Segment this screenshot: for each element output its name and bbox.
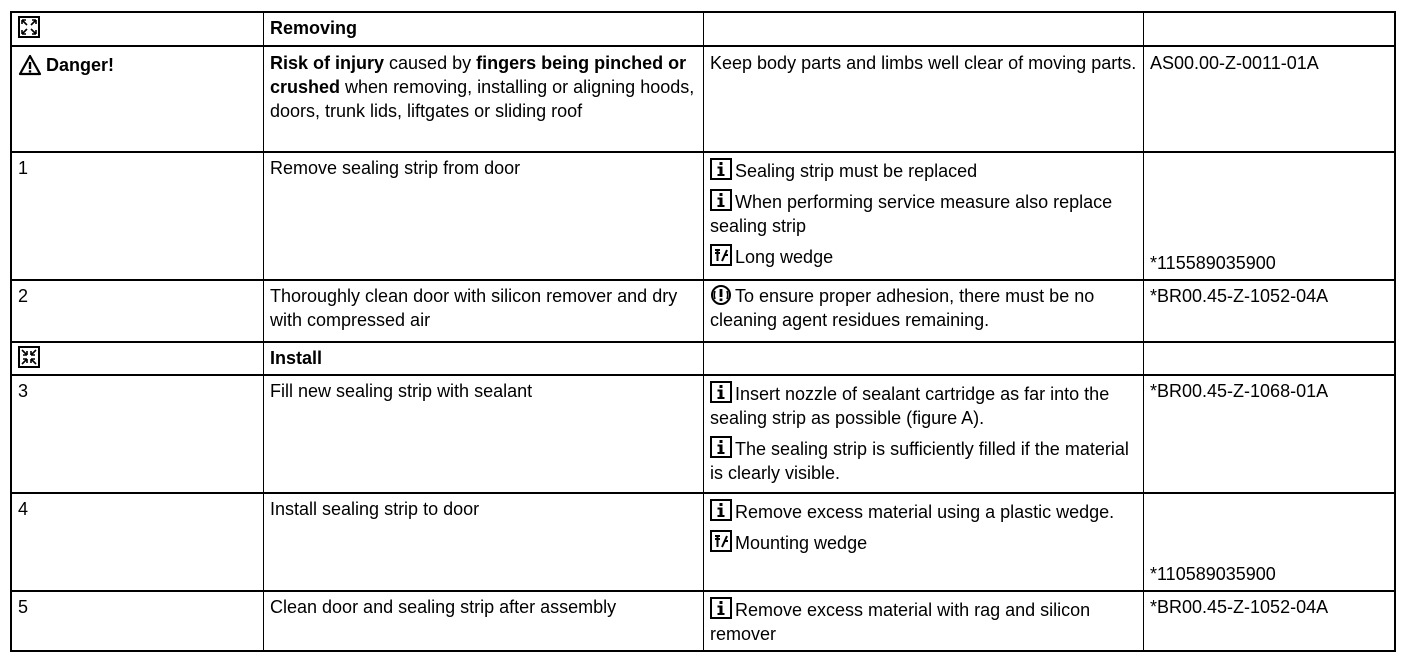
step-row (10, 279, 1396, 341)
step-note: To ensure proper adhesion, there must be no cleaning agent residues remaining. (710, 286, 1095, 330)
procedure-table (10, 11, 1396, 652)
info-icon (710, 381, 732, 403)
section-header-removing (10, 11, 1396, 45)
step-note: When performing service measure also replace sealing strip (710, 189, 1137, 238)
danger-reference: AS00.00-Z-0011-01A (1150, 53, 1319, 73)
section-title: Install (264, 343, 704, 374)
step-row (10, 374, 1396, 492)
step-number: 5 (12, 592, 264, 650)
step-number: 2 (12, 281, 264, 341)
step-note: The sealing strip is sufficiently filled if the material is clearly visible. (710, 436, 1137, 485)
step-action: Remove sealing strip from door (264, 153, 704, 279)
warning-triangle-icon (18, 54, 42, 76)
step-reference: *BR00.45-Z-1052-04A (1150, 597, 1329, 617)
danger-remedy: Keep body parts and limbs well clear of moving parts. (704, 47, 1144, 151)
step-action: Thoroughly clean door with silicon remover and dry with compressed air (264, 281, 704, 341)
step-reference: *110589035900 (1150, 564, 1276, 584)
danger-label: Danger! (46, 55, 115, 75)
step-reference: *BR00.45-Z-1068-01A (1150, 381, 1329, 401)
info-icon (710, 499, 732, 521)
step-action: Clean door and sealing strip after assembly (264, 592, 704, 650)
tool-icon (710, 530, 732, 552)
remove-icon (18, 16, 40, 38)
step-row (10, 151, 1396, 279)
section-header-install (10, 341, 1396, 374)
info-icon (710, 436, 732, 458)
step-note: Remove excess material with rag and silicon remover (710, 597, 1137, 646)
step-row (10, 590, 1396, 652)
step-number: 4 (12, 494, 264, 590)
info-icon (710, 158, 732, 180)
step-note: Sealing strip must be replaced (710, 158, 1137, 183)
info-icon (710, 189, 732, 211)
step-note: Insert nozzle of sealant cartridge as far into the sealing strip as possible (figure A). (710, 381, 1137, 430)
step-note: Remove excess material using a plastic wedge. (710, 499, 1137, 524)
step-reference: *115589035900 (1150, 253, 1276, 273)
caution-icon (710, 284, 732, 306)
step-action: Install sealing strip to door (264, 494, 704, 590)
step-number: 1 (12, 153, 264, 279)
danger-description: Risk of injury caused by fingers being pinched or crushed when removing, installing or aligning hoods, doors, trunk lids, liftgates or sliding roof (264, 47, 704, 151)
info-icon (710, 597, 732, 619)
step-reference: *BR00.45-Z-1052-04A (1150, 286, 1329, 306)
step-note: Long wedge (710, 244, 1137, 269)
step-note: Mounting wedge (710, 530, 1137, 555)
section-title: Removing (264, 13, 704, 45)
tool-icon (710, 244, 732, 266)
step-number: 3 (12, 376, 264, 492)
step-row (10, 492, 1396, 590)
step-action: Fill new sealing strip with sealant (264, 376, 704, 492)
danger-row (10, 45, 1396, 151)
install-icon (18, 346, 40, 368)
